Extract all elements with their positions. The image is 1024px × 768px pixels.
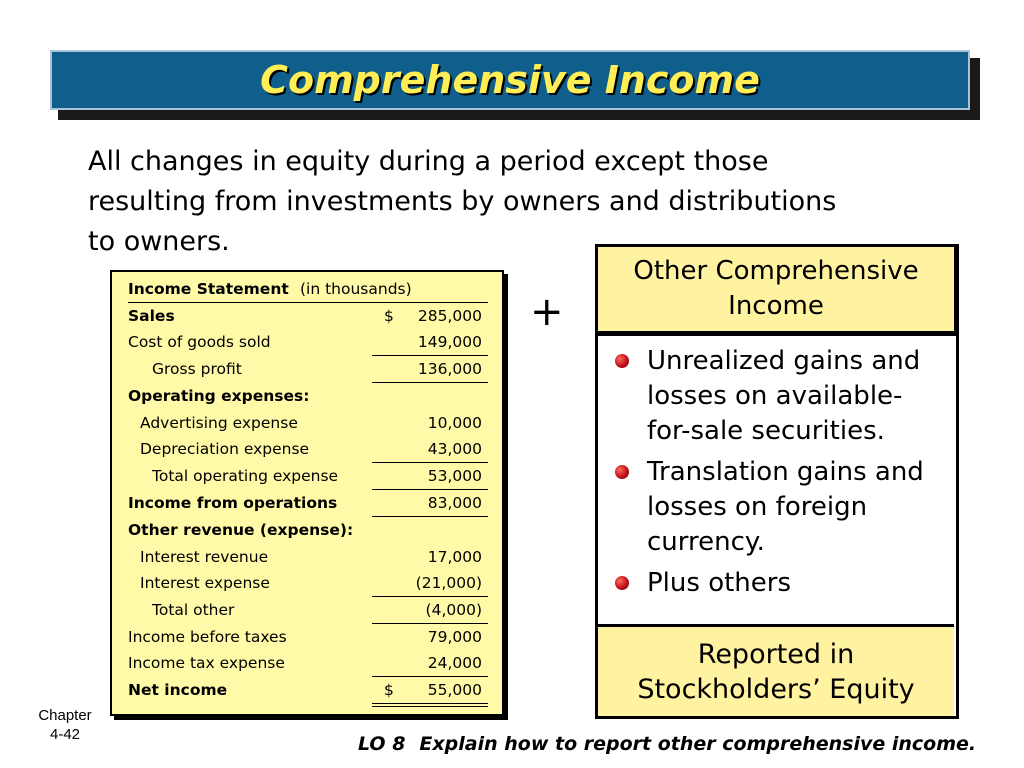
row-value: 83,000 <box>427 494 482 512</box>
lo-text: Explain how to report other comprehensive income. <box>419 733 977 755</box>
statement-row <box>128 356 488 382</box>
statement-row <box>128 570 488 596</box>
statement-row <box>128 517 488 543</box>
statement-row <box>128 650 488 676</box>
statement-row <box>128 436 488 462</box>
row-label: Total other <box>152 601 235 619</box>
plus-sign: + <box>530 289 564 335</box>
statement-heading-title: Income Statement <box>128 280 289 298</box>
row-label: Income before taxes <box>128 628 287 646</box>
statement-heading-units: (in thousands) <box>300 280 412 298</box>
row-label: Other revenue (expense): <box>128 521 354 539</box>
definition-line: resulting from investments by owners and distributions <box>88 186 837 217</box>
bullet-line: Plus others <box>647 568 792 598</box>
row-label: Advertising expense <box>140 414 298 432</box>
row-value: 136,000 <box>417 360 482 378</box>
bullet-dot-icon <box>615 576 629 590</box>
statement-row <box>128 677 488 703</box>
list-item <box>612 455 942 560</box>
bullet-dot-icon <box>615 465 629 479</box>
row-value: (4,000) <box>425 601 482 619</box>
row-label: Cost of goods sold <box>128 333 271 351</box>
row-label: Net income <box>128 681 228 699</box>
statement-row <box>128 303 488 329</box>
bullet-line: Translation gains and <box>647 457 924 487</box>
bullet-line: Unrealized gains and <box>647 346 921 376</box>
row-value: 55,000 <box>427 681 482 699</box>
list-item <box>612 566 942 601</box>
bullet-dot-icon <box>615 354 629 368</box>
row-value: 79,000 <box>427 628 482 646</box>
oci-heading-line: Income <box>728 291 824 321</box>
title-bar <box>50 50 970 110</box>
row-label: Depreciation expense <box>140 440 310 458</box>
chapter-word: Chapter <box>38 707 92 724</box>
bullet-line: for-sale securities. <box>647 416 885 446</box>
row-value: 285,000 <box>417 307 482 325</box>
oci-heading-line: Other Comprehensive <box>633 256 919 286</box>
statement-row <box>128 624 488 650</box>
oci-bullet-list <box>612 344 942 607</box>
row-value: 10,000 <box>427 414 482 432</box>
statement-row <box>128 329 488 355</box>
total-double-rule <box>372 706 488 707</box>
oci-heading <box>598 247 954 331</box>
row-label: Sales <box>128 307 175 325</box>
learning-objective <box>358 733 976 755</box>
statement-row <box>128 463 488 489</box>
bullet-line: currency. <box>647 527 765 557</box>
row-value: 17,000 <box>427 548 482 566</box>
statement-row <box>128 490 488 516</box>
row-label: Interest revenue <box>140 548 269 566</box>
row-label: Interest expense <box>140 574 270 592</box>
row-dollar: $ <box>384 681 394 699</box>
reported-line: Reported in <box>697 638 855 670</box>
row-value: 43,000 <box>427 440 482 458</box>
definition-line: All changes in equity during a period except those <box>88 146 769 177</box>
row-label: Total operating expense <box>152 467 339 485</box>
statement-row <box>128 383 488 409</box>
row-value: (21,000) <box>415 574 482 592</box>
chapter-number: 4-42 <box>49 726 81 743</box>
row-label: Gross profit <box>152 360 242 378</box>
statement-row <box>128 544 488 570</box>
row-value: 53,000 <box>427 467 482 485</box>
list-item <box>612 344 942 449</box>
statement-heading <box>128 276 488 302</box>
income-statement <box>110 270 504 716</box>
row-label: Income from operations <box>128 494 338 512</box>
bullet-line: losses on available- <box>647 381 903 411</box>
lo-code: LO 8 <box>358 733 406 755</box>
total-rule <box>372 703 488 704</box>
row-value: 24,000 <box>427 654 482 672</box>
row-dollar: $ <box>384 307 394 325</box>
slide-title: Comprehensive Income <box>260 58 760 102</box>
chapter-label <box>30 706 100 744</box>
statement-row <box>128 597 488 623</box>
statement-row <box>128 410 488 436</box>
bullet-line: losses on foreign <box>647 492 868 522</box>
row-label: Operating expenses: <box>128 387 310 405</box>
reported-in-equity-box <box>598 624 954 716</box>
definition-line: to owners. <box>88 226 230 257</box>
row-label: Income tax expense <box>128 654 285 672</box>
reported-line: Stockholders’ Equity <box>637 673 915 705</box>
row-value: 149,000 <box>417 333 482 351</box>
